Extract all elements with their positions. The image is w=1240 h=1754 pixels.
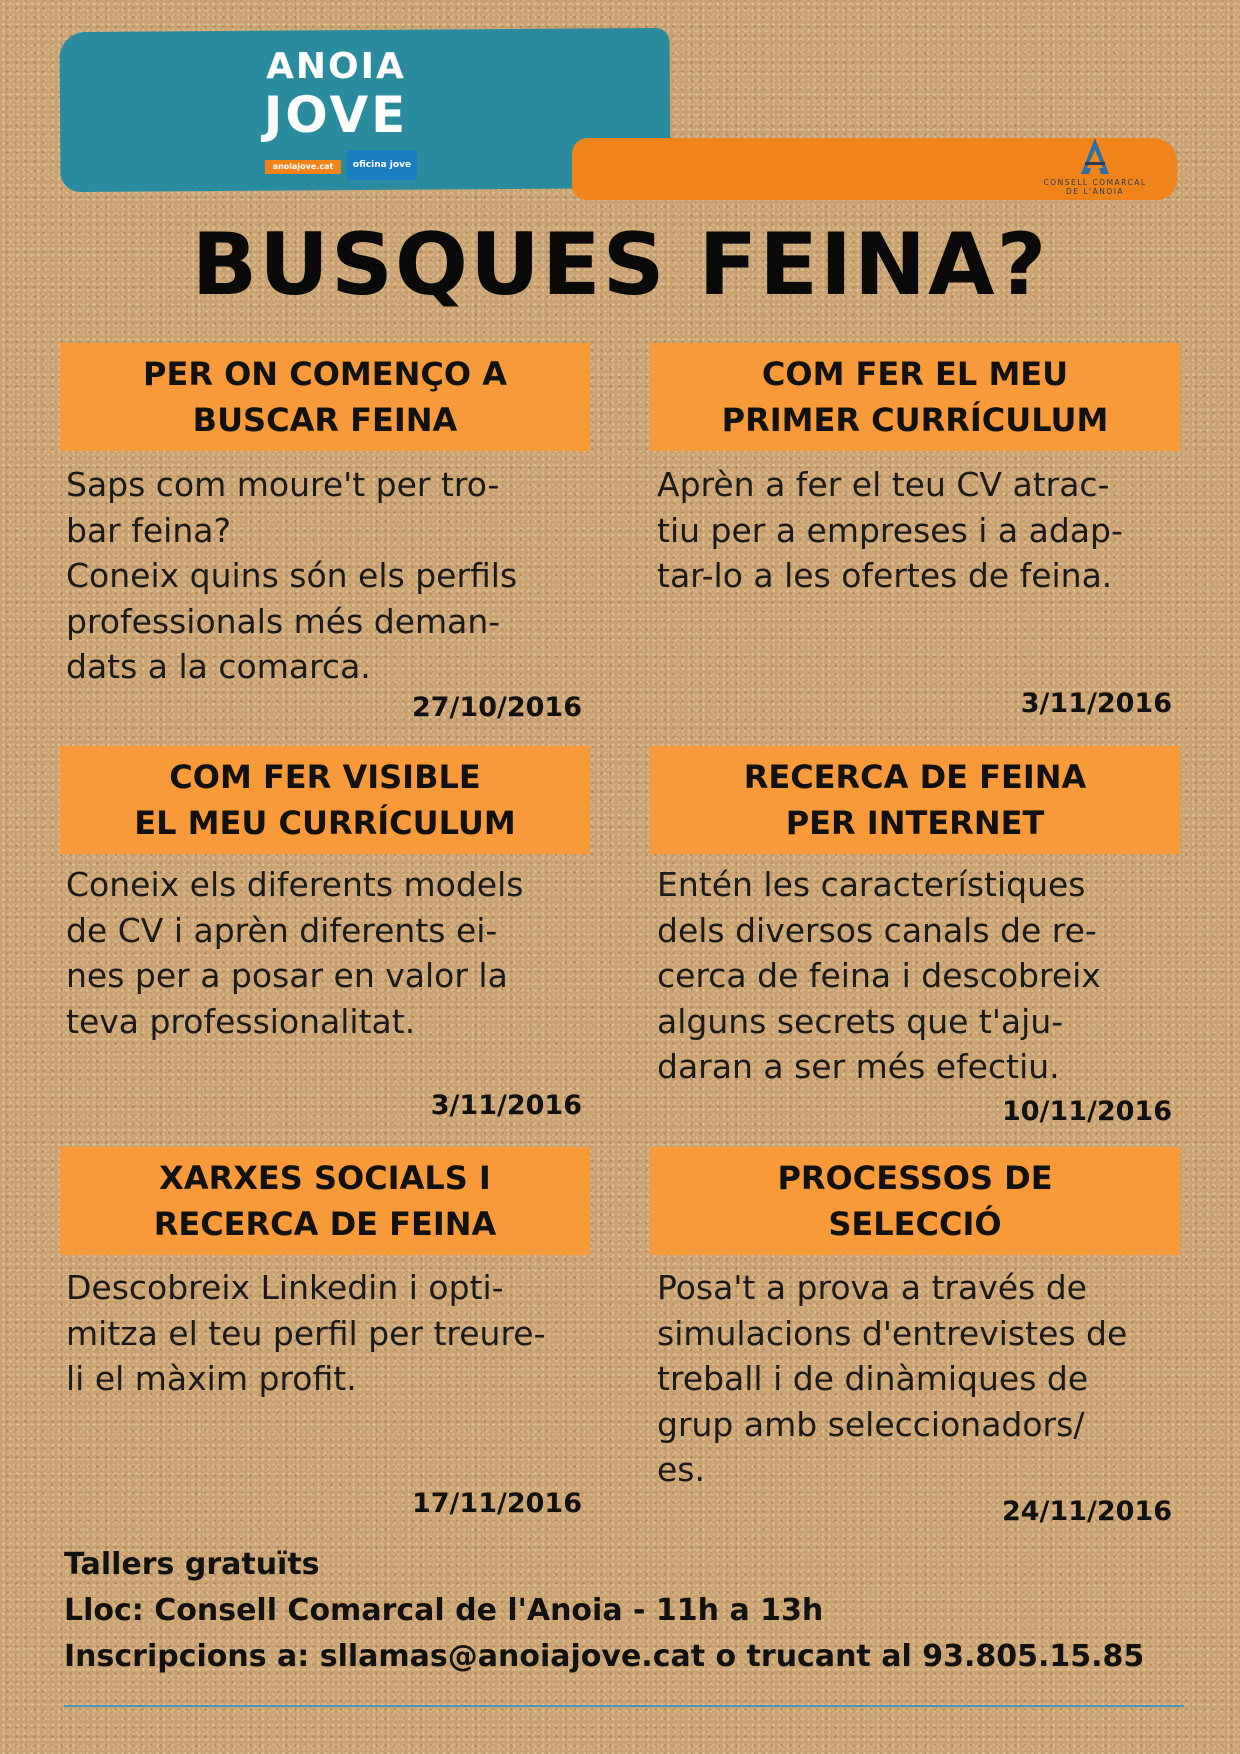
workshop-6-heading: PROCESSOS DE SELECCIÓ [650, 1147, 1180, 1255]
workshop-5-heading: XARXES SOCIALS I RECERCA DE FEINA [60, 1147, 590, 1255]
workshop-4-date: 10/11/2016 [1001, 1096, 1172, 1127]
logo-line-2: JOVE [263, 86, 409, 144]
council-emblem-icon [1075, 136, 1115, 176]
workshop-6-date: 24/11/2016 [1001, 1496, 1172, 1527]
logo-tags [265, 150, 415, 180]
workshop-2-heading: COM FER EL MEU PRIMER CURRÍCULUM [650, 343, 1180, 451]
workshop-2-description: Aprèn a fer el teu CV atrac- tiu per a empreses i a adap- tar-lo a les ofertes de feina. [657, 465, 1123, 595]
logo-line-1: ANOIA [266, 46, 406, 87]
anoia-jove-logo [255, 40, 415, 185]
workshop-6-description: Posa't a prova a través de simulacions d'entrevistes de treball i de dinàmiques de grup amb seleccionadors/ es. [657, 1268, 1128, 1489]
footer-location: Lloc: Consell Comarcal de l'Anoia - 11h a 13h [64, 1593, 824, 1628]
council-logo-text: CONSELL COMARCAL DE L'ANOIA [1043, 178, 1147, 196]
workshop-5-description: Descobreix Linkedin i opti- mitza el teu perfil per treure- li el màxim profit. [66, 1268, 546, 1398]
logo-web-tag: anoiajove.cat [265, 160, 341, 174]
workshop-3-heading: COM FER VISIBLE EL MEU CURRÍCULUM [60, 746, 590, 854]
consell-comarcal-logo [1030, 130, 1160, 200]
workshop-1-description: Saps com moure't per tro- bar feina? Coneix quins són els perfils professionals més deman- dats a la comarca. [66, 465, 518, 686]
workshop-1-date: 27/10/2016 [411, 692, 582, 723]
footer-divider [64, 1705, 1184, 1707]
workshop-3-description: Coneix els diferents models de CV i aprèn diferents ei- nes per a posar en valor la teva professionalitat. [66, 865, 524, 1041]
workshop-3-date: 3/11/2016 [430, 1090, 582, 1121]
workshop-1-heading: PER ON COMENÇO A BUSCAR FEINA [60, 343, 590, 451]
page-title: BUSQUES FEINA? [191, 215, 1049, 315]
footer-registration: Inscripcions a: sllamas@anoiajove.cat o trucant al 93.805.15.85 [64, 1639, 1145, 1674]
workshop-5-date: 17/11/2016 [411, 1488, 582, 1519]
footer-info [64, 1542, 1204, 1680]
workshop-2-date: 3/11/2016 [1020, 688, 1172, 719]
workshop-4-heading: RECERCA DE FEINA PER INTERNET [650, 746, 1180, 854]
logo-office-tag: oficina jove [347, 150, 417, 180]
footer-free-workshops: Tallers gratuïts [64, 1547, 320, 1582]
workshop-4-description: Entén les característiques dels diversos canals de re- cerca de feina i descobreix alguns secrets que t'aju- daran a ser més efectiu. [657, 865, 1101, 1086]
